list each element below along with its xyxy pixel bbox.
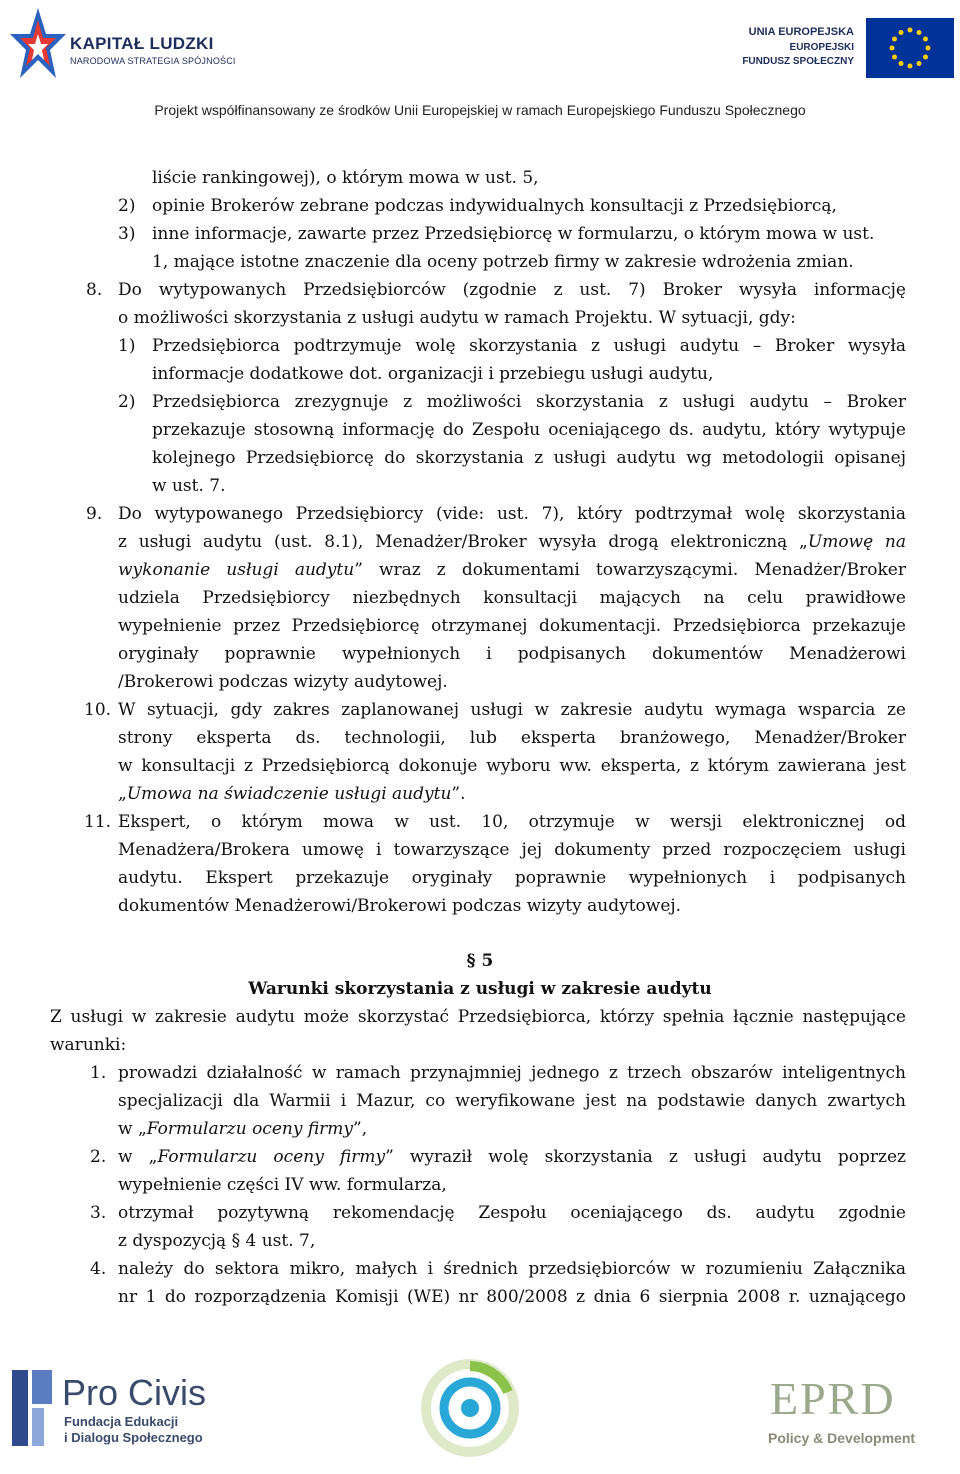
pro-civis-icon	[8, 1368, 56, 1448]
eprd-name: EPRD	[770, 1373, 896, 1424]
document-title: Formularzu oceny firmy	[157, 1147, 386, 1167]
item-number: 10.	[84, 700, 112, 720]
text-line: nr 1 do rozporządzenia Komisji (WE) nr 800/2008 z dnia 6 sierpnia 2008 r. uznającego	[118, 1287, 906, 1307]
text-line: prowadzi działalność w ramach przynajmniej jednego z trzech obszarów inteligentnych	[118, 1063, 906, 1083]
document-title: wykonanie usługi audytu	[118, 560, 355, 580]
text-line: warunki:	[50, 1035, 127, 1055]
cofinancing-note: Projekt współfinansowany ze środków Unii Europejskiej w ramach Europejskiego Funduszu Społecznego	[154, 102, 806, 118]
text-line: Do wytypowanych Przedsiębiorców (zgodnie z ust. 7) Broker wysyła informację	[118, 280, 906, 300]
text-line: Do wytypowanego Przedsiębiorcy (vide: ust. 7), który podtrzymał wolę skorzystania	[118, 504, 906, 524]
text-line: inne informacje, zawarte przez Przedsiębiorcę w formularzu, o którym mowa w ust.	[152, 224, 875, 244]
eu-logo	[728, 18, 954, 80]
item-number: 1.	[90, 1063, 107, 1083]
eprd-logo	[750, 1370, 940, 1460]
text-line	[118, 1146, 906, 1168]
text-line: /Brokerowi podczas wizyty audytowej.	[118, 672, 448, 692]
text-line: otrzymał pozytywną rekomendację Zespołu oceniającego ds. audytu zgodnie	[118, 1203, 906, 1223]
eprd-subtitle: Policy & Development	[768, 1430, 916, 1446]
text-line: wypełnienie części IV ww. formularza,	[118, 1175, 447, 1195]
text-line: oryginały poprawnie wypełnionych i podpisanych dokumentów Menadżerowi	[118, 644, 906, 664]
text-line: specjalizacji dla Warmii i Mazur, co weryfikowane jest na podstawie danych zwartych	[118, 1091, 906, 1111]
text-run: ”.	[451, 784, 466, 804]
item-number: 3)	[118, 224, 136, 244]
item-number: 2.	[90, 1147, 107, 1167]
document-title: Formularzu oceny firmy	[146, 1119, 354, 1139]
text-run: w „	[118, 1147, 158, 1167]
specializations-circle-icon	[398, 1346, 542, 1470]
kl-subtitle: NARODOWA STRATEGIA SPÓJNOŚCI	[70, 56, 236, 66]
section-title: Warunki skorzystania z usługi w zakresie audytu	[248, 979, 712, 999]
text-line: kolejnego Przedsiębiorcę do skorzystania z usługi audytu wg metodologii opisanej	[152, 448, 906, 468]
smart-specializations-logo	[398, 1346, 542, 1470]
text-line: Przedsiębiorca zrezygnuje z możliwości skorzystania z usługi audytu – Broker	[152, 392, 906, 412]
pro-civis-line1: Fundacja Edukacji	[64, 1414, 179, 1429]
text-line	[118, 1118, 367, 1140]
item-number: 11.	[84, 812, 112, 832]
text-line: udziela Przedsiębiorcy niezbędnych konsultacji mających na celu prawidłowe	[118, 588, 906, 608]
text-line: strony eksperta ds. technologii, lub eksperta branżowego, Menadżer/Broker	[118, 728, 906, 748]
pro-civis-line2: i Dialogu Społecznego	[64, 1430, 203, 1445]
text-line: Ekspert, o którym mowa w ust. 10, otrzymuje w wersji elektronicznej od	[118, 812, 906, 832]
text-line: przekazuje stosowną informację do Zespołu oceniającego ds. audytu, który wytypuje	[152, 420, 906, 440]
eu-flag-icon	[866, 18, 954, 78]
item-number: 9.	[86, 504, 103, 524]
eu-line3: FUNDUSZ SPOŁECZNY	[742, 56, 854, 67]
text-run: ”,	[353, 1119, 368, 1139]
kapital-ludzki-logo	[8, 6, 268, 86]
text-run: z usługi audytu (ust. 8.1), Menadżer/Broker wysyła drogą elektroniczną „	[118, 532, 808, 552]
text-run: w „	[118, 1119, 147, 1139]
text-line: opinie Brokerów zebrane podczas indywidualnych konsultacji z Przedsiębiorcą,	[152, 196, 837, 216]
text-run: „	[118, 784, 127, 804]
text-line: W sytuacji, gdy zakres zaplanowanej usługi w zakresie audytu wymaga wsparcia ze	[118, 700, 906, 720]
text-line: Menadżera/Brokera umowę i towarzyszące jej dokumenty przed rozpoczęciem usługi	[118, 840, 906, 860]
item-number: 2)	[118, 392, 136, 412]
text-line: Przedsiębiorca podtrzymuje wolę skorzystania z usługi audytu – Broker wysyła	[152, 336, 906, 356]
text-line: w konsultacji z Przedsiębiorcą dokonuje wyboru ww. eksperta, z którym zawierana jest	[118, 756, 906, 776]
document-title: Umowa na świadczenie usługi audytu	[126, 784, 452, 804]
text-line: audytu. Ekspert przekazuje oryginały poprawnie wypełnionych i podpisanych	[118, 868, 906, 888]
item-number: 4.	[90, 1259, 107, 1279]
eu-line2: EUROPEJSKI	[789, 42, 854, 53]
text-line	[118, 531, 906, 553]
star-icon	[8, 6, 68, 86]
text-line: liście rankingowej), o którym mowa w ust. 5,	[152, 168, 539, 188]
text-line	[118, 783, 466, 805]
document-title: Umowę na	[807, 532, 906, 552]
text-line: o możliwości skorzystania z usługi audytu w ramach Projektu. W sytuacji, gdy:	[118, 308, 796, 328]
text-line: informacje dodatkowe dot. organizacji i przebiegu usługi audytu,	[152, 364, 714, 384]
text-line: wypełnienie przez Przedsiębiorcę otrzymanej dokumentacji. Przedsiębiorca przekazuje	[118, 616, 906, 636]
text-line: należy do sektora mikro, małych i średnich przedsiębiorców w rozumieniu Załącznika	[118, 1259, 906, 1279]
text-line: dokumentów Menadżerowi/Brokerowi podczas wizyty audytowej.	[118, 896, 682, 916]
text-line: z dyspozycją § 4 ust. 7,	[118, 1231, 316, 1251]
text-line: w ust. 7.	[152, 476, 226, 496]
item-number: 8.	[86, 280, 103, 300]
text-line: 1, mające istotne znaczenie dla oceny potrzeb firmy w zakresie wdrożenia zmian.	[152, 252, 854, 272]
text-line	[118, 559, 906, 581]
item-number: 2)	[118, 196, 136, 216]
pro-civis-logo	[8, 1368, 208, 1458]
section-number: § 5	[466, 951, 494, 971]
pro-civis-name: Pro Civis	[62, 1372, 207, 1413]
text-run: ” wyraził wolę skorzystania z usługi audytu poprzez	[385, 1147, 906, 1167]
item-number: 3.	[90, 1203, 107, 1223]
eu-line1: UNIA EUROPEJSKA	[748, 26, 854, 38]
kl-title: KAPITAŁ LUDZKI	[70, 34, 214, 53]
text-line: Z usługi w zakresie audytu może skorzystać Przedsiębiorca, którzy spełnia łącznie następujące	[50, 1007, 906, 1027]
text-run: ” wraz z dokumentami towarzyszącymi. Menadżer/Broker	[354, 560, 906, 580]
item-number: 1)	[118, 336, 136, 356]
